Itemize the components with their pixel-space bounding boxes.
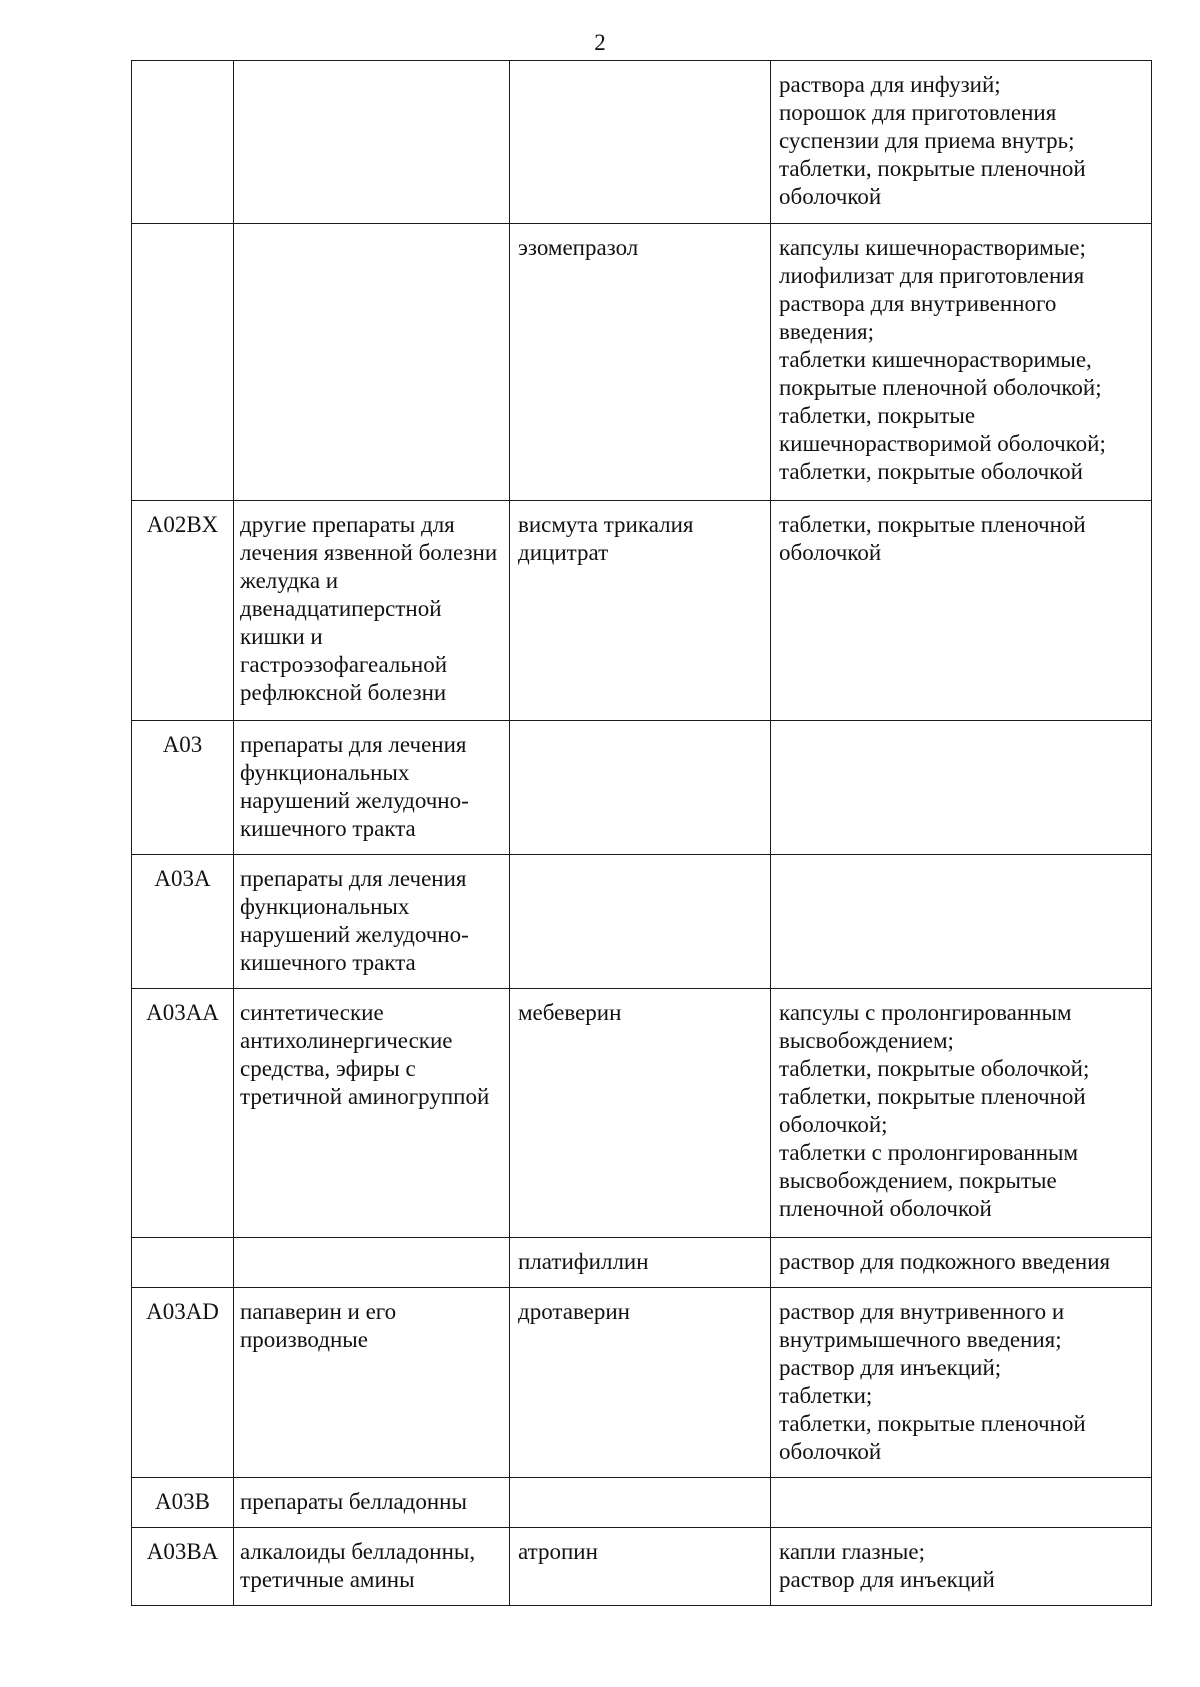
table-row — [132, 1288, 1152, 1478]
drug-name: мебеверин — [510, 989, 771, 1238]
dosage-forms: капли глазные; раствор для инъекций — [771, 1528, 1152, 1606]
group-name: препараты для лечения функциональных нарушений желудочно-кишечного тракта — [234, 855, 510, 989]
drug-name: атропин — [510, 1528, 771, 1606]
drug-name: висмута трикалия дицитрат — [510, 501, 771, 721]
drug-name: платифиллин — [510, 1238, 771, 1288]
dosage-forms — [771, 721, 1152, 855]
atc-code: A03 — [132, 721, 234, 855]
group-name: папаверин и его производные — [234, 1288, 510, 1478]
table-row — [132, 721, 1152, 855]
page-number: 2 — [594, 30, 606, 55]
atc-code — [132, 1238, 234, 1288]
group-name: препараты белладонны — [234, 1478, 510, 1528]
dosage-forms — [771, 855, 1152, 989]
group-name: другие препараты для лечения язвенной болезни желудка и двенадцатиперстной кишки и гастроэзофагеальной рефлюксной болезни — [234, 501, 510, 721]
drug-name — [510, 1478, 771, 1528]
atc-code: A03AA — [132, 989, 234, 1238]
table-row — [132, 61, 1152, 224]
drug-name — [510, 721, 771, 855]
drug-table — [131, 60, 1152, 1606]
atc-code — [132, 61, 234, 224]
dosage-forms: раствор для внутривенного и внутримышечного введения; раствор для инъекций; таблетки; таблетки, покрытые пленочной оболочкой — [771, 1288, 1152, 1478]
table-row — [132, 501, 1152, 721]
dosage-forms: таблетки, покрытые пленочной оболочкой — [771, 501, 1152, 721]
atc-code: A03A — [132, 855, 234, 989]
drug-name: дротаверин — [510, 1288, 771, 1478]
dosage-forms: капсулы кишечнорастворимые; лиофилизат для приготовления раствора для внутривенного введения; таблетки кишечнорастворимые, покрытые пленочной оболочкой; таблетки, покрытые кишечнорастворимой оболочкой; таблетки, покрытые оболочкой — [771, 224, 1152, 501]
atc-code — [132, 224, 234, 501]
atc-code: A03BA — [132, 1528, 234, 1606]
table-row — [132, 989, 1152, 1238]
group-name — [234, 1238, 510, 1288]
group-name — [234, 224, 510, 501]
group-name: алкалоиды белладонны, третичные амины — [234, 1528, 510, 1606]
group-name: препараты для лечения функциональных нарушений желудочно-кишечного тракта — [234, 721, 510, 855]
atc-code: A03AD — [132, 1288, 234, 1478]
dosage-forms: раствора для инфузий; порошок для приготовления суспензии для приема внутрь; таблетки, покрытые пленочной оболочкой — [771, 61, 1152, 224]
dosage-forms — [771, 1478, 1152, 1528]
table-row — [132, 855, 1152, 989]
atc-code: A03B — [132, 1478, 234, 1528]
table-row — [132, 1478, 1152, 1528]
drug-name — [510, 61, 771, 224]
table-row — [132, 1238, 1152, 1288]
atc-code: A02BX — [132, 501, 234, 721]
group-name: синтетические антихолинергические средства, эфиры с третичной аминогруппой — [234, 989, 510, 1238]
table-row — [132, 224, 1152, 501]
drug-name: эзомепразол — [510, 224, 771, 501]
dosage-forms: раствор для подкожного введения — [771, 1238, 1152, 1288]
drug-name — [510, 855, 771, 989]
dosage-forms: капсулы с пролонгированным высвобождением; таблетки, покрытые оболочкой; таблетки, покрытые пленочной оболочкой; таблетки с пролонгированным высвобождением, покрытые пленочной оболочкой — [771, 989, 1152, 1238]
group-name — [234, 61, 510, 224]
table-row — [132, 1528, 1152, 1606]
